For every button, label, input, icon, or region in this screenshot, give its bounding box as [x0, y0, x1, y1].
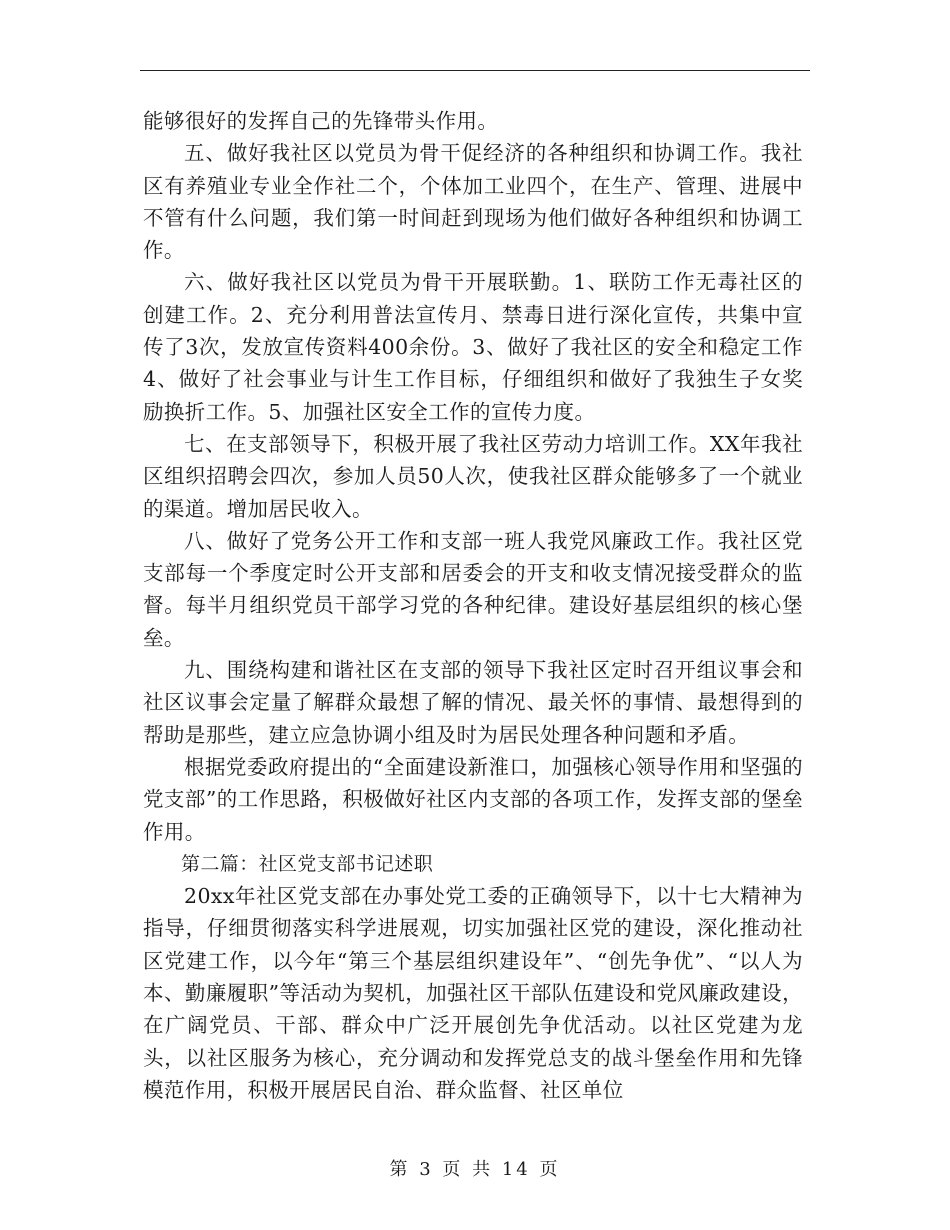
section-heading: 第二篇：社区党支部书记述职 [181, 852, 434, 875]
paragraph: 20xx年社区党支部在办事处党工委的正确领导下，以十七大精神为指导，仔细贯彻落实科学进展观，切实加强社区党的建设，深化推动社区党建工作，以今年“第三个基层组织建设年”、“创先争优”、“以人为本、勤廉履职”等活动为契机，加强社区干部队伍建设和党风廉政建设，在广阔党员、干部、群众中广泛开展创先争优活动。以社区党建为龙头，以社区服务为核心，充分调动和发挥党总支的战斗堡垒作用和先锋模范作用，积极开展居民自治、群众监督、社区单位 [143, 884, 803, 1102]
paragraph: 八、做好了党务公开工作和支部一班人我党风廉政工作。我社区党支部每一个季度定时公开支部和居委会的开支和收支情况接受群众的监督。每半月组织党员干部学习党的各种纪律。建设好基层组织的核心堡垒。 [143, 528, 803, 650]
header-rule [140, 70, 810, 71]
paragraph: 六、做好我社区以党员为骨干开展联勤。1、联防工作无毒社区的创建工作。2、充分利用普法宣传月、禁毒日进行深化宣传，共集中宣传了3次，发放宣传资料400余份。3、做好了我社区的安全和稳定工作4、做好了社会事业与计生工作目标，仔细组织和做好了我独生子女奖励换折工作。5、加强社区安全工作的宣传力度。 [143, 270, 803, 424]
paragraph: 能够很好的发挥自己的先锋带头作用。 [143, 109, 499, 133]
document-body [143, 105, 803, 1106]
paragraph: 七、在支部领导下，积极开展了我社区劳动力培训工作。XX年我社区组织招聘会四次，参加人员50人次，使我社区群众能够多了一个就业的渠道。增加居民收入。 [143, 431, 803, 521]
paragraph: 九、围绕构建和谐社区在支部的领导下我社区定时召开组议事会和社区议事会定量了解群众最想了解的情况、最关怀的事情、最想得到的帮助是那些，建立应急协调小组及时为居民处理各种问题和矛盾。 [143, 658, 803, 747]
paragraph: 根据党委政府提出的“全面建设新淮口，加强核心领导作用和坚强的党支部”的工作思路，积极做好社区内支部的各项工作，发挥支部的堡垒作用。 [143, 754, 803, 844]
page-number: 第 3 页 共 14 页 [389, 1159, 561, 1180]
paragraph: 五、做好我社区以党员为骨干促经济的各种组织和协调工作。我社区有养殖业专业全作社二个，个体加工业四个，在生产、管理、进展中不管有什么问题，我们第一时间赶到现场为他们做好各种组织和协调工作。 [143, 141, 803, 263]
